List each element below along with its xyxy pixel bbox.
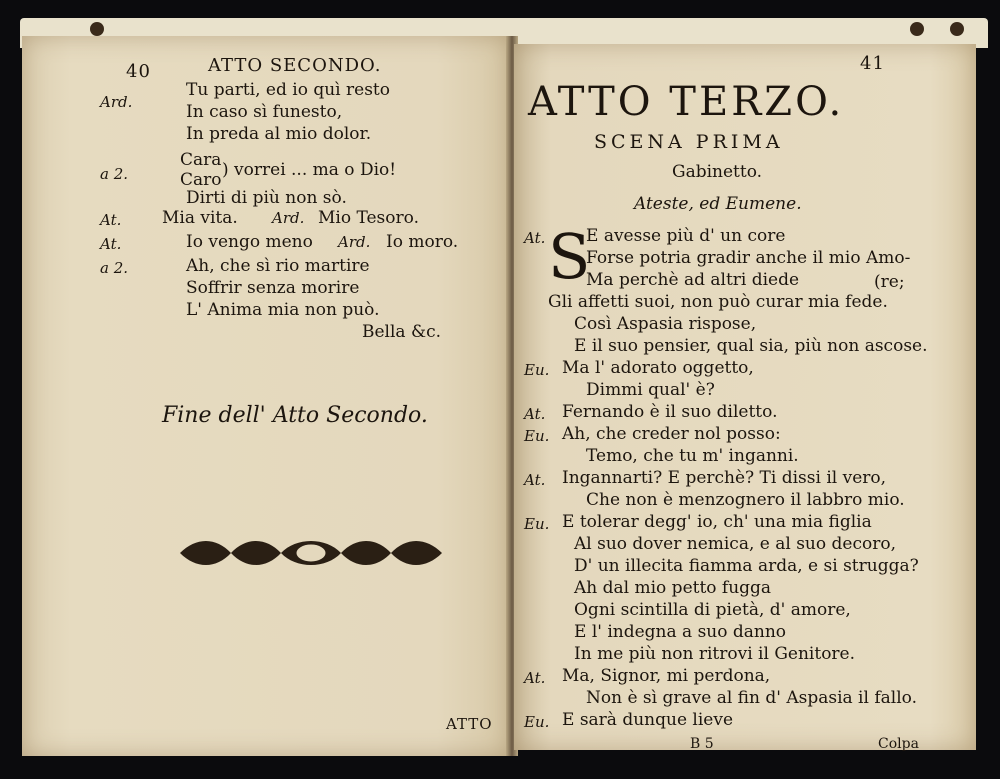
verse-line: (re; bbox=[874, 272, 905, 292]
page-number: 41 bbox=[860, 53, 885, 74]
speaker: Ard. bbox=[100, 93, 133, 111]
verse-line: E tolerar degg' io, ch' una mia figlia bbox=[562, 512, 872, 532]
verse-line: Bella &c. bbox=[362, 322, 442, 342]
verse-line: In preda al mio dolor. bbox=[186, 124, 372, 144]
verse-line: Dirti di più non sò. bbox=[186, 188, 347, 208]
signature-mark: B 5 bbox=[690, 736, 714, 752]
act-end-heading: Fine dell' Atto Secondo. bbox=[162, 403, 428, 428]
speaker: At. bbox=[524, 229, 546, 247]
speaker: At. bbox=[524, 405, 546, 423]
verse-line: Ma l' adorato oggetto, bbox=[562, 358, 754, 378]
speaker: Ard. bbox=[338, 233, 371, 251]
verse-line: Gli affetti suoi, non può curar mia fede. bbox=[548, 292, 888, 312]
right-page bbox=[514, 44, 976, 750]
speaker: At. bbox=[524, 669, 546, 687]
verse-line: Temo, che tu m' inganni. bbox=[586, 446, 799, 466]
characters: Ateste, ed Eumene. bbox=[634, 194, 802, 214]
verse-line: In caso sì funesto, bbox=[186, 102, 343, 122]
speaker: a 2. bbox=[100, 259, 129, 277]
verse-line: Ma perchè ad altri diede bbox=[586, 270, 800, 290]
running-head: ATTO SECONDO. bbox=[208, 55, 382, 76]
verse-line: Non è sì grave al fin d' Aspasia il fallo. bbox=[586, 688, 917, 708]
speaker: At. bbox=[100, 235, 122, 253]
verse-line: E il suo pensier, qual sia, più non ascose. bbox=[574, 336, 928, 356]
floral-ornament-icon bbox=[950, 22, 964, 36]
verse-line: Io moro. bbox=[386, 232, 459, 252]
scene-setting: Gabinetto. bbox=[672, 162, 763, 182]
verse-line: Cara bbox=[180, 150, 222, 170]
speaker: Eu. bbox=[524, 515, 550, 533]
verse-line: E l' indegna a suo danno bbox=[574, 622, 787, 642]
floral-ornament-icon bbox=[910, 22, 924, 36]
verse-line: ) vorrei ... ma o Dio! bbox=[222, 160, 397, 180]
verse-line: Forse potria gradir anche il mio Amo- bbox=[586, 248, 911, 268]
drop-cap: S bbox=[548, 220, 591, 293]
verse-line: L' Anima mia non può. bbox=[186, 300, 380, 320]
verse-line: Ingannarti? E perchè? Ti dissi il vero, bbox=[562, 468, 887, 488]
floral-ornament-icon bbox=[90, 22, 104, 36]
act-title: ATTO TERZO. bbox=[528, 79, 845, 125]
verse-line: Tu parti, ed io quì resto bbox=[186, 80, 390, 100]
left-page bbox=[22, 36, 510, 756]
verse-line: Caro bbox=[180, 170, 222, 190]
verse-line: Fernando è il suo diletto. bbox=[562, 402, 778, 422]
verse-line: Soffrir senza morire bbox=[186, 278, 360, 298]
scene-heading: SCENA PRIMA bbox=[594, 131, 784, 153]
verse-line: Ogni scintilla di pietà, d' amore, bbox=[574, 600, 851, 620]
speaker: a 2. bbox=[100, 165, 129, 183]
speaker: At. bbox=[524, 471, 546, 489]
verse-line: In me più non ritrovi il Genitore. bbox=[574, 644, 856, 664]
decorative-ornament-icon bbox=[176, 535, 446, 571]
speaker: Eu. bbox=[524, 713, 550, 731]
verse-line: Mia vita. bbox=[162, 208, 238, 228]
verse-line: Ma, Signor, mi perdona, bbox=[562, 666, 771, 686]
verse-line: D' un illecita fiamma arda, e si strugga? bbox=[574, 556, 919, 576]
verse-line: Io vengo meno bbox=[186, 232, 313, 252]
verse-line: Ah dal mio petto fugga bbox=[574, 578, 772, 598]
verse-line: Così Aspasia rispose, bbox=[574, 314, 757, 334]
verse-line: E avesse più d' un core bbox=[586, 226, 786, 246]
speaker: At. bbox=[100, 211, 122, 229]
verse-line: Dimmi qual' è? bbox=[586, 380, 715, 400]
speaker: Ard. bbox=[272, 209, 305, 227]
speaker: Eu. bbox=[524, 427, 550, 445]
verse-line: E sarà dunque lieve bbox=[562, 710, 734, 730]
verse-line: Al suo dover nemica, e al suo decoro, bbox=[574, 534, 896, 554]
verse-line: Ah, che sì rio martire bbox=[186, 256, 370, 276]
verse-line: Mio Tesoro. bbox=[318, 208, 419, 228]
speaker: Eu. bbox=[524, 361, 550, 379]
catchword: ATTO bbox=[446, 715, 493, 733]
verse-line: Che non è menzognero il labbro mio. bbox=[586, 490, 905, 510]
catchword: Colpa bbox=[878, 736, 919, 752]
page-number: 40 bbox=[126, 61, 151, 82]
verse-line: Ah, che creder nol posso: bbox=[562, 424, 781, 444]
